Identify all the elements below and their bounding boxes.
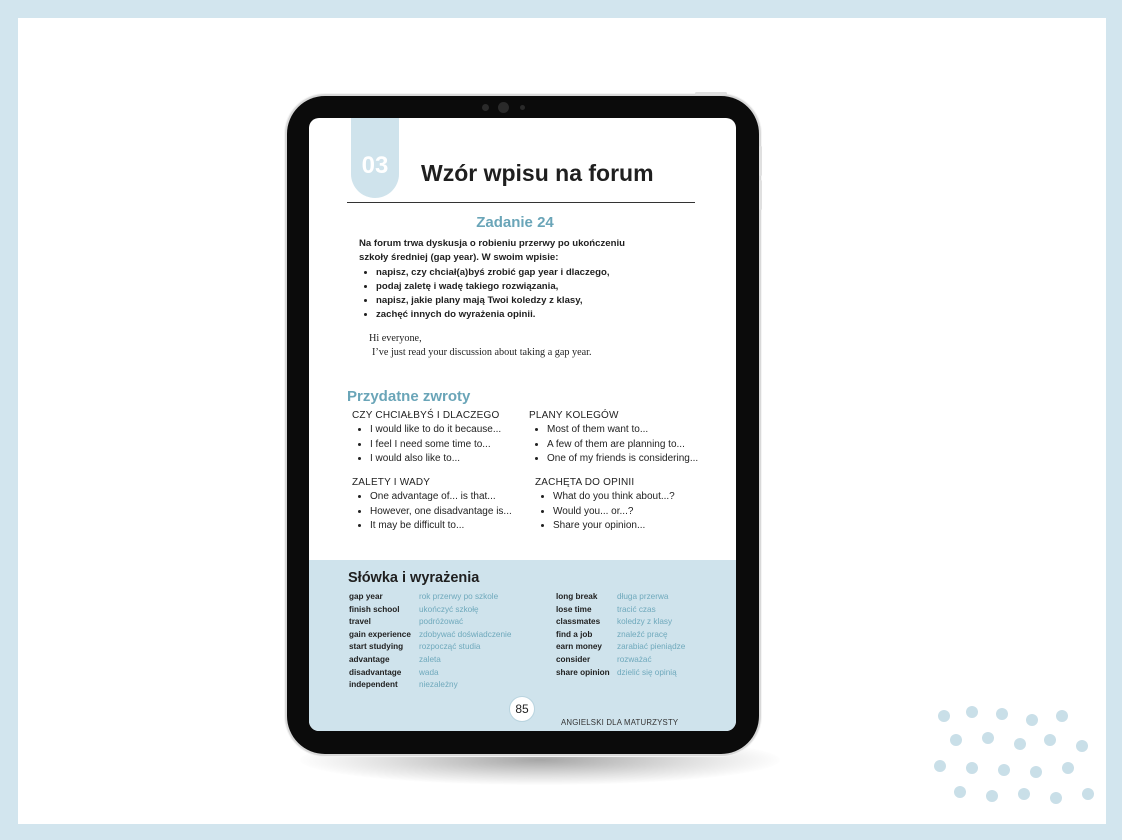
sensor-icon <box>482 104 489 111</box>
letter-greeting: Hi everyone, <box>369 333 422 344</box>
vocab-term: find a job <box>556 629 593 639</box>
vocab-term: long break <box>556 592 598 601</box>
vocab-term: travel <box>349 617 371 627</box>
title-divider <box>347 202 695 203</box>
letter-line: I’ve just read your discussion about taking a gap year. <box>372 347 592 359</box>
phrase-group-heading: CZY CHCIAŁBYŚ I DLACZEGO <box>352 410 500 421</box>
phrase-item: • I feel I need some time to... <box>370 438 501 452</box>
vocab-row <box>349 604 511 617</box>
vocab-translation: rok przerwy po szkole <box>419 592 499 601</box>
vocab-translation: niezależny <box>419 680 458 690</box>
task-prompt <box>359 237 659 323</box>
phrase-group-heading: ZALETY I WADY <box>352 477 431 488</box>
vocab-translation: zdobywać doświadczenie <box>419 629 512 639</box>
phrase-item: • However, one disadvantage is... <box>370 505 512 519</box>
vocab-row <box>556 591 685 604</box>
vocab-translation: ukończyć szkołę <box>419 604 479 614</box>
vocab-row <box>349 629 511 642</box>
phrase-item: • I would like to do it because... <box>370 423 501 437</box>
task-bullet-list <box>359 266 659 323</box>
volume-down-button <box>759 180 762 210</box>
task-bullet: • napisz, czy chciał(a)byś zrobić gap year i dlaczego, <box>376 266 659 280</box>
task-intro-line: Na forum trwa dyskusja o robieniu przerwy po ukończeniu <box>359 238 626 249</box>
vocab-row <box>349 591 511 604</box>
vocab-row <box>556 641 685 654</box>
vocab-term: consider <box>556 654 591 664</box>
vocab-translation: wada <box>419 667 439 677</box>
phrase-item: • Would you... or...? <box>553 505 675 519</box>
phrase-item: • A few of them are planning to... <box>547 438 698 452</box>
vocab-term: independent <box>349 680 398 690</box>
vocab-row <box>556 654 685 667</box>
phrase-item: • It may be difficult to... <box>370 519 512 533</box>
phrase-item: • Most of them want to... <box>547 423 698 437</box>
vocab-term: gap year <box>349 592 383 601</box>
vocab-translation: tracić czas <box>617 604 656 614</box>
phrase-group-heading: PLANY KOLEGÓW <box>529 410 619 421</box>
task-bullet: • zachęć innych do wyrażenia opinii. <box>376 308 659 322</box>
vocab-translation: zarabiać pieniądze <box>617 642 686 652</box>
sample-letter <box>369 332 592 361</box>
vocab-translation: rozpocząć studia <box>419 642 481 652</box>
vocab-term: advantage <box>349 654 390 664</box>
vocab-term: gain experience <box>349 629 411 639</box>
volume-up-button <box>759 146 762 176</box>
phrase-group <box>352 476 512 533</box>
vocab-term: start studying <box>349 642 404 652</box>
vocab-translation: rozważać <box>617 654 652 664</box>
task-intro-line: szkoły średniej (gap year). W swoim wpisie: <box>359 252 559 264</box>
phrase-item: • Share your opinion... <box>553 519 675 533</box>
vocabulary-column-left <box>349 591 511 692</box>
task-title: Zadanie 24 <box>476 214 554 231</box>
phrase-group-heading: ZACHĘTA DO OPINII <box>535 477 635 488</box>
vocab-term: disadvantage <box>349 667 402 677</box>
task-bullet: • napisz, jakie plany mają Twoi koledzy z klasy, <box>376 294 659 308</box>
vocab-translation: podróżować <box>419 617 464 627</box>
tablet-screen <box>309 118 736 731</box>
vocab-row <box>349 654 511 667</box>
vocab-term: classmates <box>556 617 601 627</box>
vocab-row <box>556 629 685 642</box>
phrase-item: • One of my friends is considering... <box>547 452 698 466</box>
vocab-row <box>349 616 511 629</box>
vocab-translation: koledzy z klasy <box>617 617 673 627</box>
vocab-row <box>556 616 685 629</box>
vocabulary-column-right <box>556 591 685 679</box>
vocab-row <box>349 641 511 654</box>
vocab-term: finish school <box>349 604 400 614</box>
task-bullet: • podaj zaletę i wadę takiego rozwiązania, <box>376 280 659 294</box>
light-sensor-icon <box>520 105 525 110</box>
vocab-term: share opinion <box>556 667 610 677</box>
tablet-device <box>287 96 759 754</box>
phrase-group <box>352 409 501 466</box>
page-number: 85 <box>509 696 535 722</box>
phrase-item: • I would also like to... <box>370 452 501 466</box>
phrases-title: Przydatne zwroty <box>347 388 471 405</box>
vocab-term: earn money <box>556 642 602 652</box>
camera-icon <box>498 102 509 113</box>
book-title-footer: ANGIELSKI DLA MATURZYSTY <box>561 718 679 727</box>
vocab-row <box>349 679 511 692</box>
vocab-term: lose time <box>556 604 592 614</box>
phrase-group <box>529 409 698 466</box>
phrase-item: • One advantage of... is that... <box>370 490 512 504</box>
vocab-translation: zaleta <box>419 654 441 664</box>
phrase-item: • What do you think about...? <box>553 490 675 504</box>
vocab-translation: dzielić się opinią <box>617 667 677 677</box>
phrase-group <box>535 476 675 533</box>
vocab-translation: długa przerwa <box>617 592 669 601</box>
vocab-translation: znaleźć pracę <box>617 629 668 639</box>
power-button <box>695 92 727 95</box>
vocab-row <box>556 604 685 617</box>
chapter-badge: 03 <box>351 118 399 198</box>
decorative-dots <box>926 704 1106 824</box>
vocab-row <box>556 667 685 680</box>
vocabulary-panel <box>309 560 736 731</box>
vocab-row <box>349 667 511 680</box>
vocabulary-title: Słówka i wyrażenia <box>348 570 480 586</box>
page-title: Wzór wpisu na forum <box>421 160 654 186</box>
